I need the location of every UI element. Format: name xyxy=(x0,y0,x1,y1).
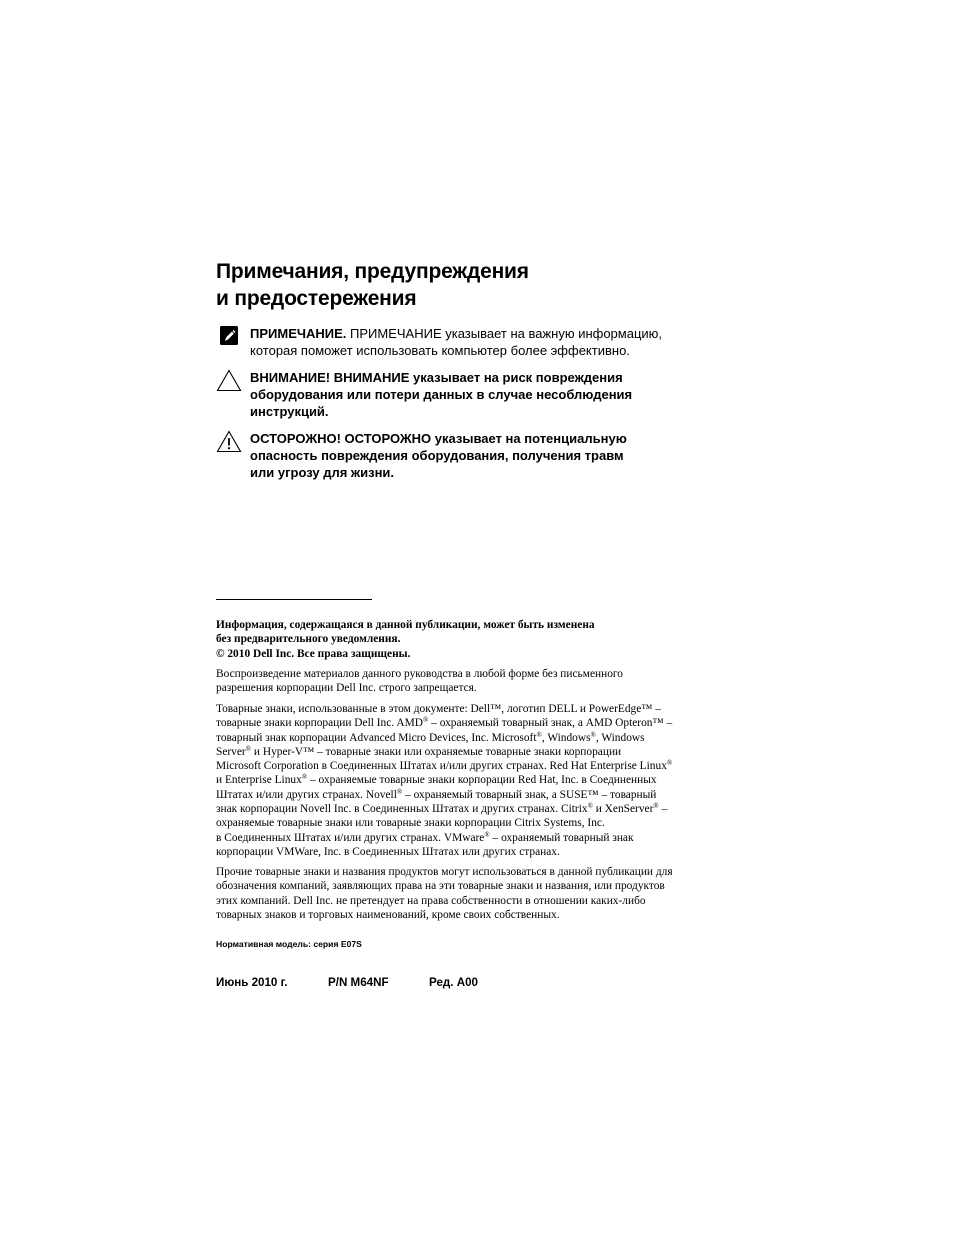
trademarks-line-2: товарные знаки корпорации Dell Inc. AMD® – охраняемый товарный знак, а AMD Opteron™ – xyxy=(216,716,673,730)
regulatory-model: Нормативная модель: серия E07S xyxy=(216,939,362,949)
registered-mark: ® xyxy=(245,744,252,753)
reproduction-notice xyxy=(216,667,726,696)
registered-mark: ® xyxy=(653,802,659,811)
caution-text-line-1: ВНИМАНИЕ указывает на риск повреждения xyxy=(330,370,623,385)
registered-mark: ® xyxy=(484,830,490,839)
trademarks-line-8: знак корпорации Novell Inc. в Соединенных Штатах и других странах. Citrix® и XenServer® – xyxy=(216,802,668,816)
registered-mark: ® xyxy=(301,773,308,782)
note-text-line-1: ПРИМЕЧАНИЕ указывает на важную информацию, xyxy=(346,326,663,341)
warning-triangle-icon xyxy=(216,430,242,454)
trademarks-line-5: Microsoft Corporation в Соединенных Штатах и/или других странах. Red Hat Enterprise Linux® xyxy=(216,759,673,773)
registered-mark: ® xyxy=(666,759,673,768)
caution-text-line-2: оборудования или потери данных в случае несоблюдения xyxy=(250,387,633,402)
page-title xyxy=(216,258,529,312)
page-title-line-2: и предостережения xyxy=(216,287,417,310)
registered-mark: ® xyxy=(422,716,429,725)
reproduction-line-2: разрешения корпорации Dell Inc. строго запрещается. xyxy=(216,682,477,695)
trademarks-line-1: Товарные знаки, использованные в этом документе: Dell™, логотип DELL и PowerEdge™ – xyxy=(216,703,662,715)
other-marks-notice xyxy=(216,865,726,922)
warning-label: ОСТОРОЖНО! xyxy=(250,431,341,446)
trademarks-line-9: охраняемые товарные знаки или товарные знаки корпорации Citrix Systems, Inc. xyxy=(216,817,605,830)
caution-text-line-3: инструкций. xyxy=(250,404,329,419)
footnote-divider xyxy=(216,599,372,600)
trademarks-line-3: товарный знак корпорации Advanced Micro Devices, Inc. Microsoft®, Windows®, Windows xyxy=(216,730,645,744)
other-marks-line-4: товарных знаков и торговых наименований, кроме своих собственных. xyxy=(216,908,560,921)
trademarks-line-4: Server® и Hyper-V™ – товарные знаки или охраняемые товарные знаки корпорации xyxy=(216,744,622,758)
info-line-2: без предварительного уведомления. xyxy=(216,633,401,646)
trademarks-line-11: корпорации VMWare, Inc. в Соединенных Штатах или других странах. xyxy=(216,845,560,858)
other-marks-line-3: этих компаний. Dell Inc. не претендует на права собственности в отношении каких-либо xyxy=(216,894,646,907)
registered-mark: ® xyxy=(396,787,403,796)
caution-block xyxy=(216,369,696,420)
trademarks-line-7: Штатах и/или других странах. Novell® – охраняемый товарный знак, а SUSE™ – товарный xyxy=(216,787,657,801)
caution-triangle-icon xyxy=(216,369,242,393)
registered-mark: ® xyxy=(587,802,593,811)
footer-date: Июнь 2010 г. xyxy=(216,976,288,989)
warning-text-line-2: опасность повреждения оборудования, получения травм xyxy=(250,448,624,463)
footer-part-number: P/N M64NF xyxy=(328,976,389,989)
reproduction-line-1: Воспроизведение материалов данного руководства в любой форме без письменного xyxy=(216,668,623,680)
trademarks-line-6: и Enterprise Linux® – охраняемые товарные знаки корпорации Red Hat, Inc. в Соединенных xyxy=(216,773,657,787)
footer-revision: Ред. A00 xyxy=(429,976,478,989)
info-line-1: Информация, содержащаяся в данной публикации, может быть изменена xyxy=(216,619,595,631)
warning-block xyxy=(216,430,696,481)
page-title-line-1: Примечания, предупреждения xyxy=(216,260,529,283)
warning-text-line-3: или угрозу для жизни. xyxy=(250,465,395,480)
other-marks-line-2: обозначения компаний, заявляющих права на эти товарные знаки и названия, или продуктов xyxy=(216,880,665,893)
note-block xyxy=(216,325,696,359)
trademarks-notice xyxy=(216,702,726,859)
note-pencil-icon xyxy=(216,325,242,349)
note-text-line-2: которая поможет использовать компьютер более эффективно. xyxy=(250,343,630,358)
info-line-3: © 2010 Dell Inc. Все права защищены. xyxy=(216,647,411,660)
warning-text-line-1: ОСТОРОЖНО указывает на потенциальную xyxy=(340,431,627,446)
caution-label: ВНИМАНИЕ! xyxy=(250,370,331,385)
other-marks-line-1: Прочие товарные знаки и названия продуктов могут использоваться в данной публикации для xyxy=(216,866,673,878)
trademarks-line-10: в Соединенных Штатах и/или других странах. VMware® – охраняемый товарный знак xyxy=(216,830,634,844)
registered-mark: ® xyxy=(536,730,542,739)
note-label: ПРИМЕЧАНИЕ. xyxy=(250,326,347,341)
info-notice xyxy=(216,618,726,661)
registered-mark: ® xyxy=(590,730,596,739)
